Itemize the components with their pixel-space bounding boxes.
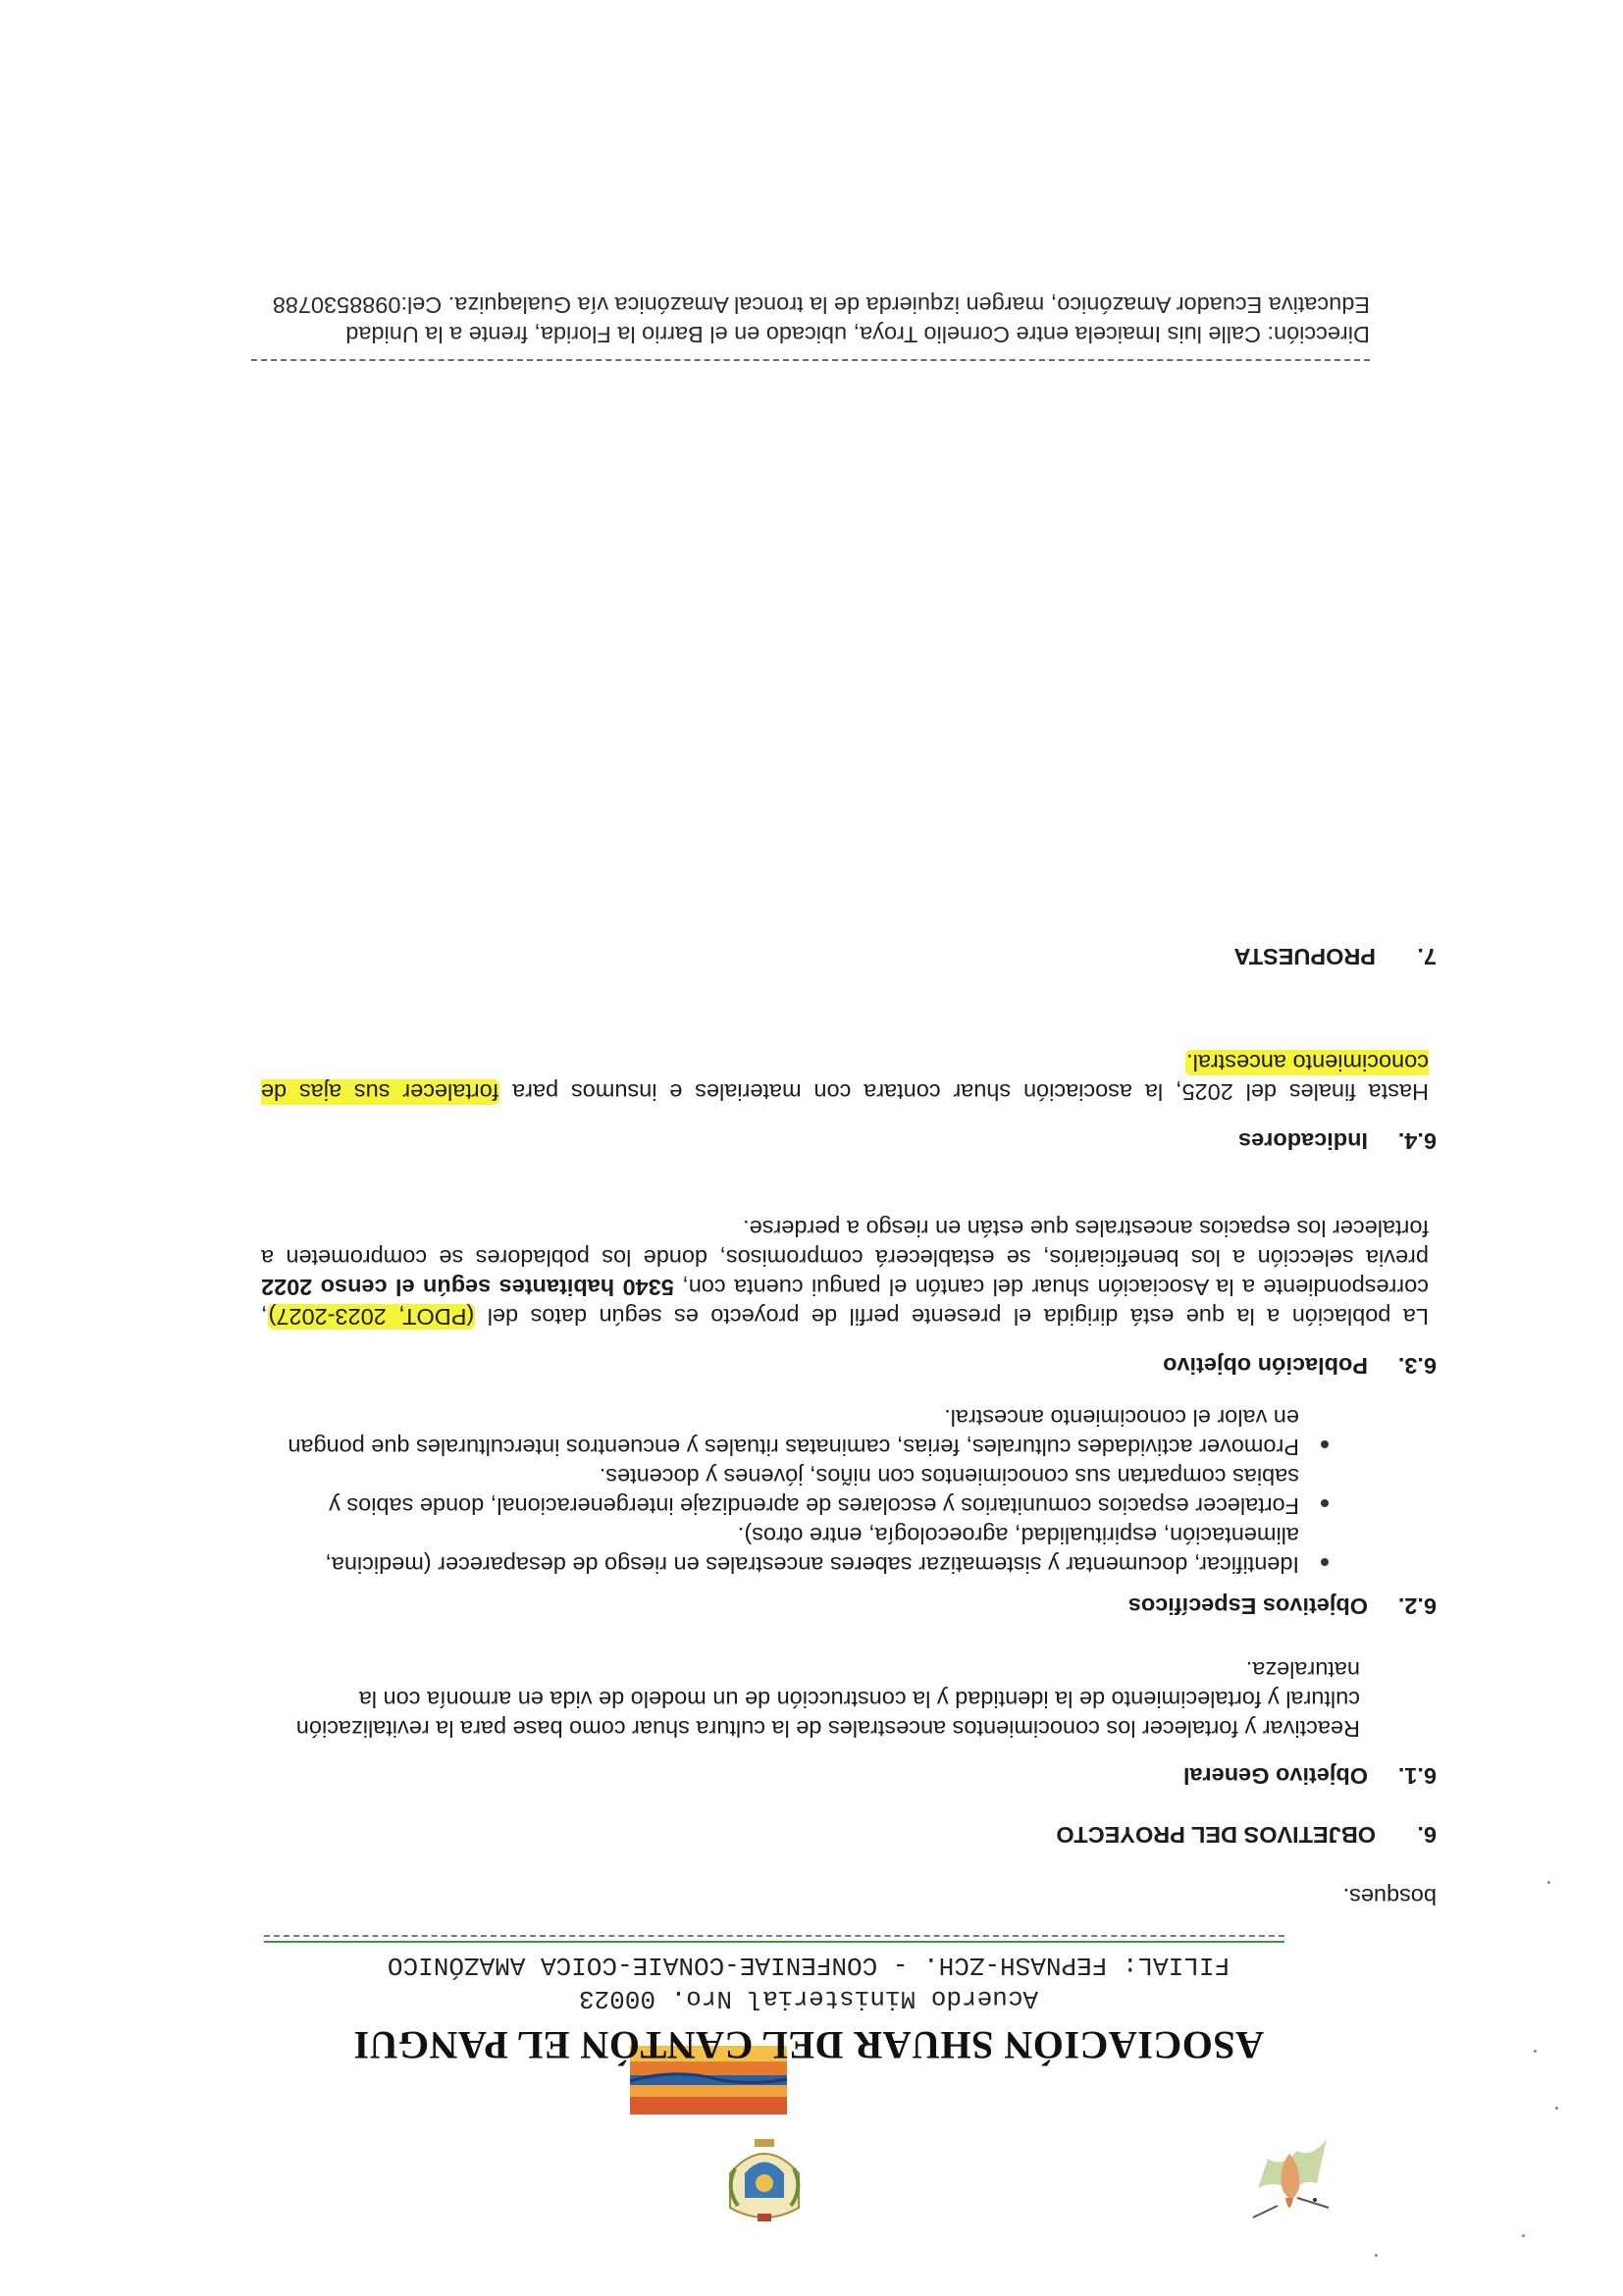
section-6-1-number: 6.1. [1397,1763,1437,1789]
section-7-number: 7. [1417,944,1437,969]
bullet-marker [1321,1558,1329,1566]
objective-bullet-1: Identificar, documentar y sistematizar saberes ancestrales en riesgo de desaparecer (medicina, alimentación, espiritualidad, agroecología, entre otros). [325,1523,1299,1578]
header-rule-green [264,1941,1284,1943]
section-6-4-heading [357,1126,1437,1156]
highlighted-indicator: fortalecer sus ajas de conocimiento ancestral. [261,1050,1429,1105]
objective-bullet-3: Promover actividades culturales, ferias, caminatas rituales y encuentros interculturales que pongan en valor el conocimiento ancestral. [288,1405,1299,1460]
section-6-number: 6. [1417,1822,1437,1848]
section-6-3-title: Población objetivo [1163,1353,1368,1379]
text-run: previa selección a los beneficiarios, se establecerá compromisos, donde los pobladores se comprometen a fortalecer los espacios ancestrales que están en riesgo a perderse. [261,1216,1429,1271]
section-7-heading [357,942,1437,971]
text-run: La población a la que está dirigida el presente perfil de proyecto es según datos del [475,1304,1429,1330]
section-6-2-number: 6.2. [1397,1593,1437,1619]
section-6-3-number: 6.3. [1397,1353,1437,1379]
text-run: Hasta finales del 2025, la asociación shuar contara con materiales e insumos para [499,1079,1429,1105]
scan-speck [1547,1881,1550,1884]
section-6-2-title: Objetivos Específicos [1127,1593,1368,1619]
section-6-1-title: Objetivo General [1182,1763,1368,1789]
section-6-3-text [261,1214,1429,1331]
section-6-4-number: 6.4. [1397,1128,1437,1154]
section-6-title: OBJETIVOS DEL PROYECTO [1056,1822,1376,1848]
footer-address: Dirección: Calle luis Imaicela entre Cornelio Troya, ubicado en el Barrio la Florida, frente a la Unidad Educativa Ecuador Amazónico, margen izquierda de la troncal Amazónica vía Gualaquiza. Cel:0988530788 [272,292,1370,347]
affiliation-line: FILIAL: FEPNASH-ZCH. - CONFENIAE-CONAIE-COICA AMAZÓNICO [387,1951,1230,1980]
scan-speck [1522,2234,1525,2237]
section-6-4-text [261,1048,1429,1107]
section-6-1-text: Reactivar y fortalecer los conocimientos ancestrales de la cultura shuar como base para la revitalización cultural y fortalecimiento de la identidad y la construcción de un modelo de vida en armonía con la naturaleza. [295,1657,1360,1742]
footer-rule-dashed [251,359,1370,361]
association-title: ASOCIACIÓN SHUAR DEL CANTÓN EL PANGUI [353,2023,1264,2067]
scan-speck [1555,2107,1558,2110]
population-figure: 5340 habitantes según el censo 2022 [261,1275,674,1300]
intro-fragment: bosques. [1342,1884,1437,1909]
section-6-2-heading [357,1592,1437,1621]
section-6-heading [357,1820,1437,1850]
section-6-4-title: Indicadores [1238,1128,1368,1154]
scan-speck [1534,2050,1537,2053]
association-logo-icon [1248,2129,1336,2227]
text-run: , correspondiente a la Asociación shuar del cantón el pangui cuenta con, [261,1275,1429,1330]
agreement-number: Acuerdo Ministerial Nro. 00023 [578,1984,1039,2013]
scan-speck [1375,2254,1378,2257]
crest-icon [720,2129,809,2227]
bullet-marker [1321,1499,1329,1507]
section-6-1-heading [357,1761,1437,1791]
objective-bullet-2: Fortalecer espacios comunitarios y escolares de aprendizaje intergeneracional, donde sabios y sabias compartan sus conocimientos con niños, jóvenes y docentes. [329,1464,1299,1519]
section-6-3-heading [357,1351,1437,1381]
header-rule-dashed [264,1935,1284,1937]
section-7-title: PROPUESTA [1233,944,1376,969]
highlighted-source: (PDOT, 2023-2027) [268,1304,475,1330]
bullet-marker [1321,1440,1329,1448]
